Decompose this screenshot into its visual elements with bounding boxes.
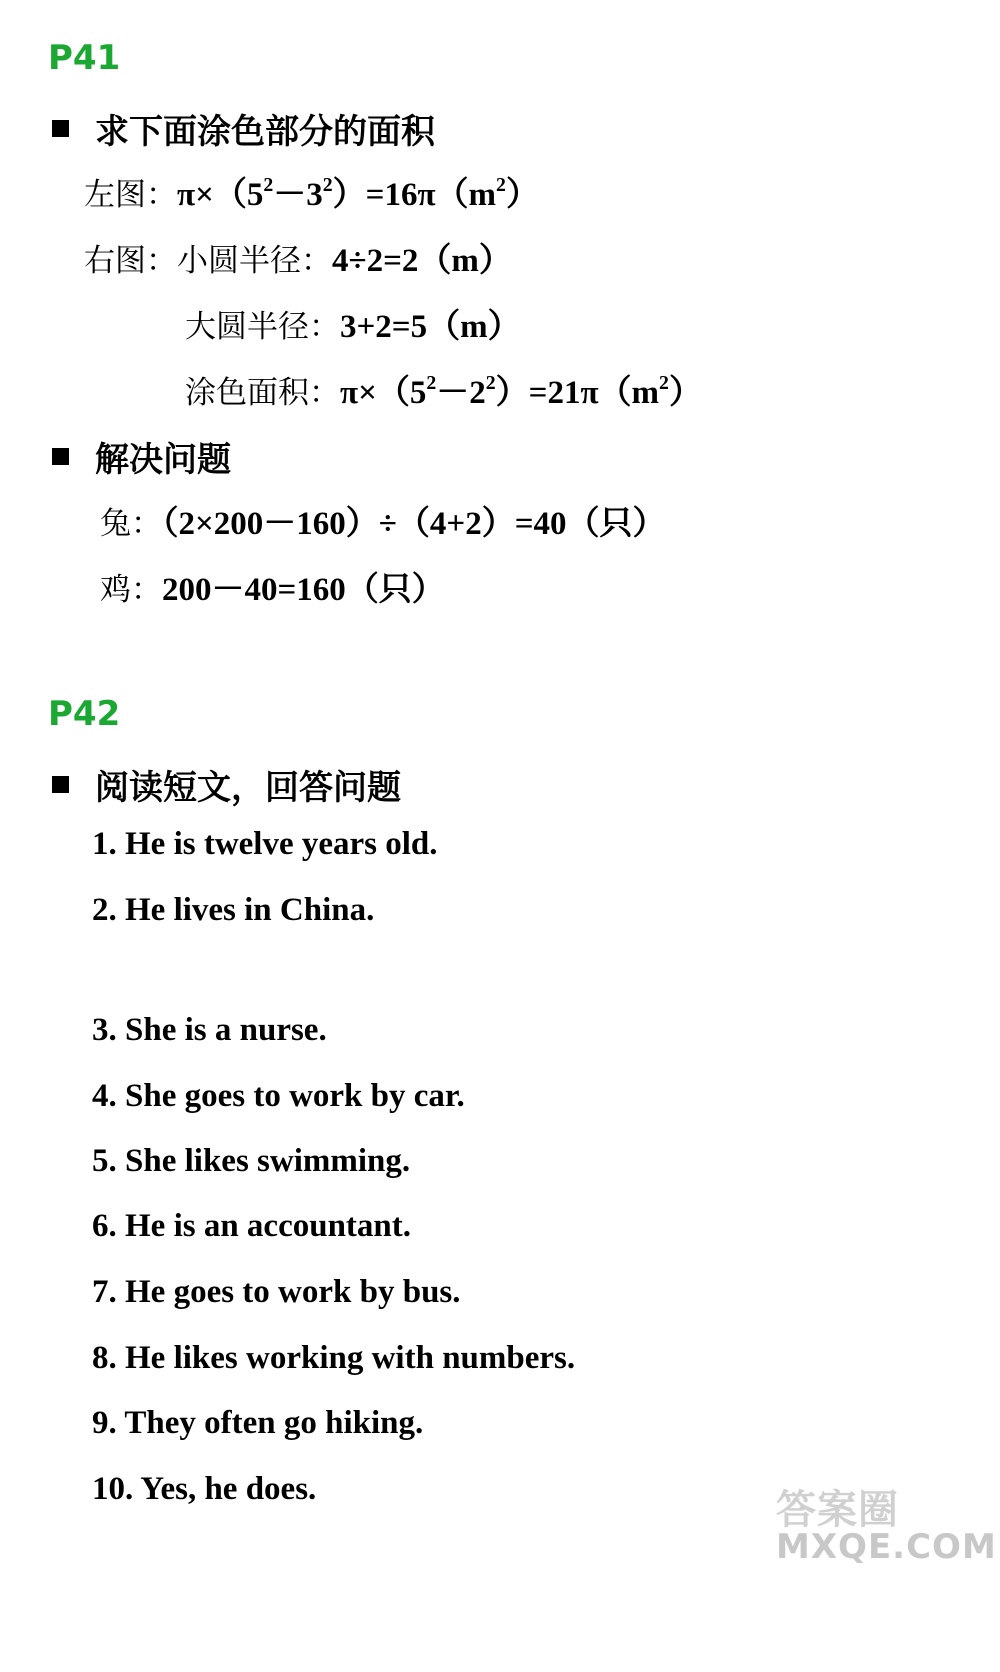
heading-text: 求下面涂色部分的面积 [95,112,435,152]
shaded-area-formula: $\pi\times(5^2-2^2)=21\pi(m^2)$ [340,372,702,411]
left-formula: $\pi\times(5^2-3^2)=16\pi(m^2)$ [177,174,539,213]
answer-10: 10. Yes, he does. [92,1471,317,1507]
answer-5: 5. She likes swimming. [92,1143,411,1179]
chicken-label: 鸡： [100,572,162,608]
left-figure-line [84,168,539,215]
answer-4: 4. She goes to work by car. [92,1078,465,1114]
big-radius-line [185,300,521,347]
answer-8: 8. He likes working with numbers. [92,1340,576,1376]
right-figure-line [84,234,512,281]
chicken-line [100,563,445,610]
shaded-area-line [185,366,702,413]
rabbit-label: 兔： [100,506,162,542]
right-figure-label: 右图： [84,243,177,279]
chicken-value: 200－40=160（只） [162,572,445,608]
answer-3: 3. She is a nurse. [92,1012,327,1048]
square-bullet-icon [52,776,69,793]
small-radius-value: 4÷2=2（m） [332,243,512,279]
answer-6: 6. He is an accountant. [92,1208,412,1244]
section-heading-reading [52,760,401,809]
page-label-p41: P41 [48,38,121,78]
page-label-p42: P42 [48,694,121,734]
section-heading-area [52,104,435,153]
square-bullet-icon [52,448,69,465]
heading-text: 解决问题 [95,440,231,480]
answer-9: 9. They often go hiking. [92,1405,424,1441]
answer-1: 1. He is twelve years old. [92,826,438,862]
small-radius-label: 小圆半径： [177,243,332,279]
rabbit-line [100,497,666,544]
answer-2: 2. He lives in China. [92,892,375,928]
section-heading-problem [52,432,231,481]
watermark-url: MXQE.COM [776,1527,997,1567]
answer-7: 7. He goes to work by bus. [92,1274,461,1310]
big-radius-label: 大圆半径： [185,309,340,345]
left-figure-label: 左图： [84,177,177,213]
shaded-area-label: 涂色面积： [185,375,340,411]
heading-text: 阅读短文，回答问题 [95,768,401,808]
rabbit-value: （2×200－160）÷（4+2）=40（只） [162,506,666,542]
big-radius-value: 3+2=5（m） [340,309,521,345]
square-bullet-icon [52,120,69,137]
watermark-logo: 答案圈 [776,1487,899,1533]
